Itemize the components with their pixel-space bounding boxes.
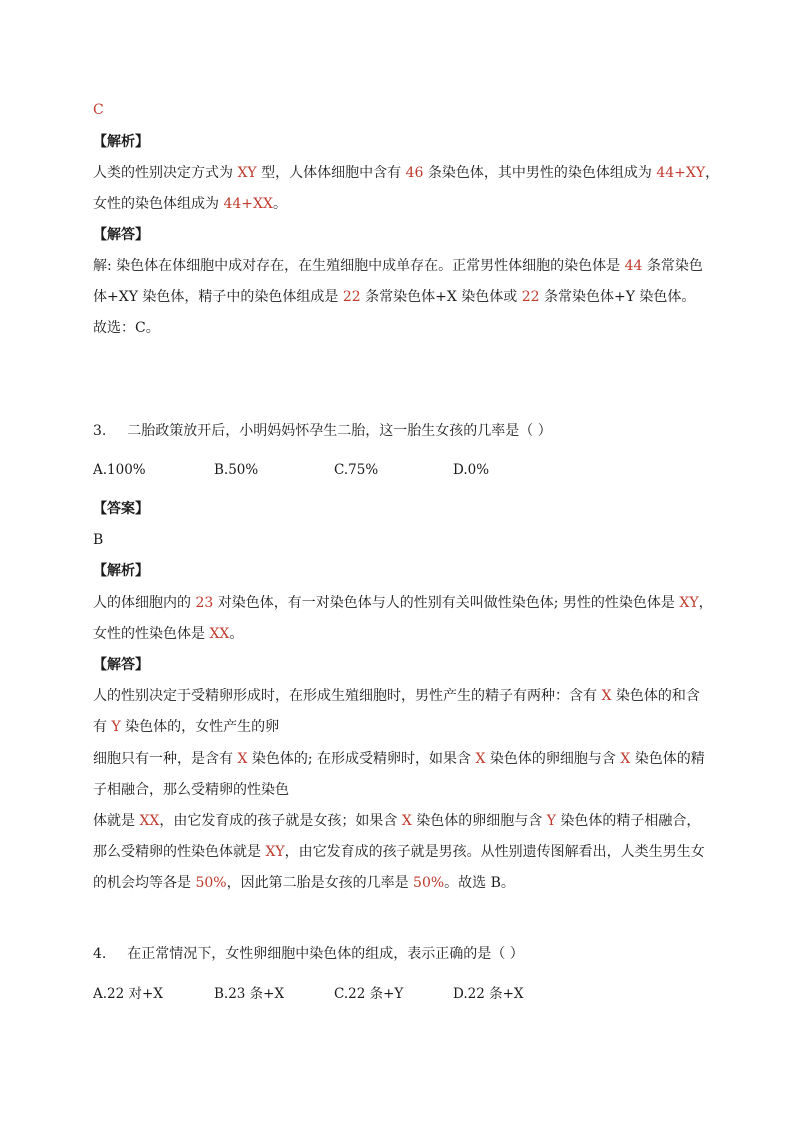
- q3-answer: B: [93, 532, 104, 548]
- text-segment: 那么受精卵的性染色体就是: [93, 844, 266, 860]
- q3-option-d: D.0%: [453, 462, 490, 478]
- q3-analysis-line: [93, 593, 713, 613]
- q4-option-d: D.22 条+X: [453, 986, 524, 1002]
- text-segment: 细胞只有一种，是含有: [93, 751, 238, 767]
- text-segment: 解: 染色体在体细胞中成对存在，在生殖细胞中成单存在。正常男性体细胞的染色体是: [93, 258, 625, 274]
- text-segment: ，由它发育成的孩子就是女孩；如果含: [159, 813, 402, 829]
- text-segment: 条常染色体+X 染色体或: [360, 289, 522, 305]
- q3-solution-line: [93, 873, 515, 893]
- text-segment: 型，人体体细胞中含有: [256, 165, 406, 181]
- q3-solution-line: [93, 780, 289, 800]
- text-segment: ，: [698, 595, 713, 611]
- prev-analysis-line: [93, 163, 719, 183]
- highlighted-value: X: [237, 751, 248, 767]
- q4-stem-row: [93, 944, 524, 964]
- text-segment: 染色体的; 在形成受精卵时，如果含: [247, 751, 476, 767]
- q4-option-b: B.23 条+X: [214, 986, 285, 1002]
- highlighted-value: 23: [195, 595, 214, 611]
- q3-option-a: A.100%: [93, 462, 146, 478]
- highlighted-value: X: [401, 813, 412, 829]
- prev-answer: C: [93, 102, 104, 118]
- q3-solution-line: [93, 749, 705, 769]
- text-segment: 。: [229, 626, 244, 642]
- q3-stem: 二胎政策放开后，小明妈妈怀孕生二胎，这一胎生女孩的几率是（ ）: [127, 423, 552, 439]
- text-segment: 人的体细胞内的: [93, 595, 196, 611]
- text-segment: 对染色体，有一对染色体与人的性别有关叫做性染色体; 男性的性染色体是: [213, 595, 680, 611]
- highlighted-value: 44: [624, 258, 643, 274]
- prev-solution-line: [93, 318, 160, 338]
- highlighted-value: X: [475, 751, 486, 767]
- highlighted-value: 50%: [413, 875, 445, 891]
- q3-solution-line: [93, 686, 700, 706]
- q3-answer-label: 【答案】: [93, 501, 149, 517]
- text-segment: 染色体的卵细胞与含: [485, 751, 621, 767]
- text-segment: 染色体的精: [630, 751, 705, 767]
- text-segment: 条染色体，其中男性的染色体组成为: [423, 165, 657, 181]
- text-segment: 条常染色: [642, 258, 703, 274]
- q4-stem: 在正常情况下，女性卵细胞中染色体的组成，表示正确的是（ ）: [127, 946, 524, 962]
- text-segment: 体就是: [93, 813, 140, 829]
- prev-solution-label: 【解答】: [93, 227, 149, 243]
- highlighted-value: XY: [265, 844, 285, 860]
- highlighted-value: X: [601, 688, 612, 704]
- text-segment: ，因此第二胎是女孩的几率是: [226, 875, 414, 891]
- q3-solution-line: [93, 717, 279, 737]
- q3-number: 3.: [93, 423, 107, 439]
- text-segment: 染色体的卵细胞与含: [411, 813, 547, 829]
- text-segment: 染色体的，女性产生的卵: [120, 719, 280, 735]
- highlighted-value: XX: [139, 813, 160, 829]
- highlighted-value: 50%: [195, 875, 227, 891]
- text-segment: ，由它发育成的孩子就是男孩。从性别遗传图解看出，人类生男生女: [284, 844, 705, 860]
- highlighted-value: 22: [342, 289, 361, 305]
- text-segment: 女性的性染色体是: [93, 626, 210, 642]
- prev-solution-line: [93, 256, 703, 276]
- text-segment: 条常染色体+Y 染色体。: [539, 289, 696, 305]
- prev-solution-line: [93, 287, 695, 307]
- text-segment: 染色体的精子相融合，: [555, 813, 701, 829]
- text-segment: ，: [705, 165, 720, 181]
- highlighted-value: XX: [209, 626, 230, 642]
- highlighted-value: XY: [679, 595, 699, 611]
- q3-analysis-label: 【解析】: [93, 563, 149, 579]
- text-segment: 故选：C。: [93, 320, 160, 336]
- text-segment: 女性的染色体组成为: [93, 196, 224, 212]
- q3-solution-line: [93, 811, 700, 831]
- q3-solution-label: 【解答】: [93, 657, 149, 673]
- q3-analysis-line: [93, 624, 243, 644]
- q4-option-c: C.22 条+Y: [334, 986, 404, 1002]
- text-segment: 有: [93, 719, 112, 735]
- q3-option-b: B.50%: [214, 462, 259, 478]
- highlighted-value: X: [620, 751, 631, 767]
- text-segment: 人类的性别决定方式为: [93, 165, 238, 181]
- q3-stem-row: [93, 421, 552, 441]
- highlighted-value: Y: [546, 813, 556, 829]
- q4-option-a: A.22 对+X: [93, 986, 163, 1002]
- prev-analysis-label: 【解析】: [93, 134, 149, 150]
- highlighted-value: Y: [111, 719, 121, 735]
- text-segment: 的机会均等各是: [93, 875, 196, 891]
- highlighted-value: XY: [237, 165, 257, 181]
- text-segment: 子相融合，那么受精卵的性染色: [93, 782, 289, 798]
- highlighted-value: 44+XY: [656, 165, 706, 181]
- q4-number: 4.: [93, 946, 107, 962]
- highlighted-value: 46: [405, 165, 424, 181]
- text-segment: 体+XY 染色体，精子中的染色体组成是: [93, 289, 343, 305]
- text-segment: 染色体的和含: [611, 688, 700, 704]
- prev-analysis-line: [93, 194, 287, 214]
- q3-option-c: C.75%: [334, 462, 379, 478]
- q3-solution-line: [93, 842, 705, 862]
- highlighted-value: 22: [521, 289, 540, 305]
- text-segment: 人的性别决定于受精卵形成时，在形成生殖细胞时，男性产生的精子有两种：含有: [93, 688, 602, 704]
- text-segment: 。: [272, 196, 287, 212]
- highlighted-value: 44+XX: [223, 196, 273, 212]
- text-segment: 。故选 B。: [444, 875, 515, 891]
